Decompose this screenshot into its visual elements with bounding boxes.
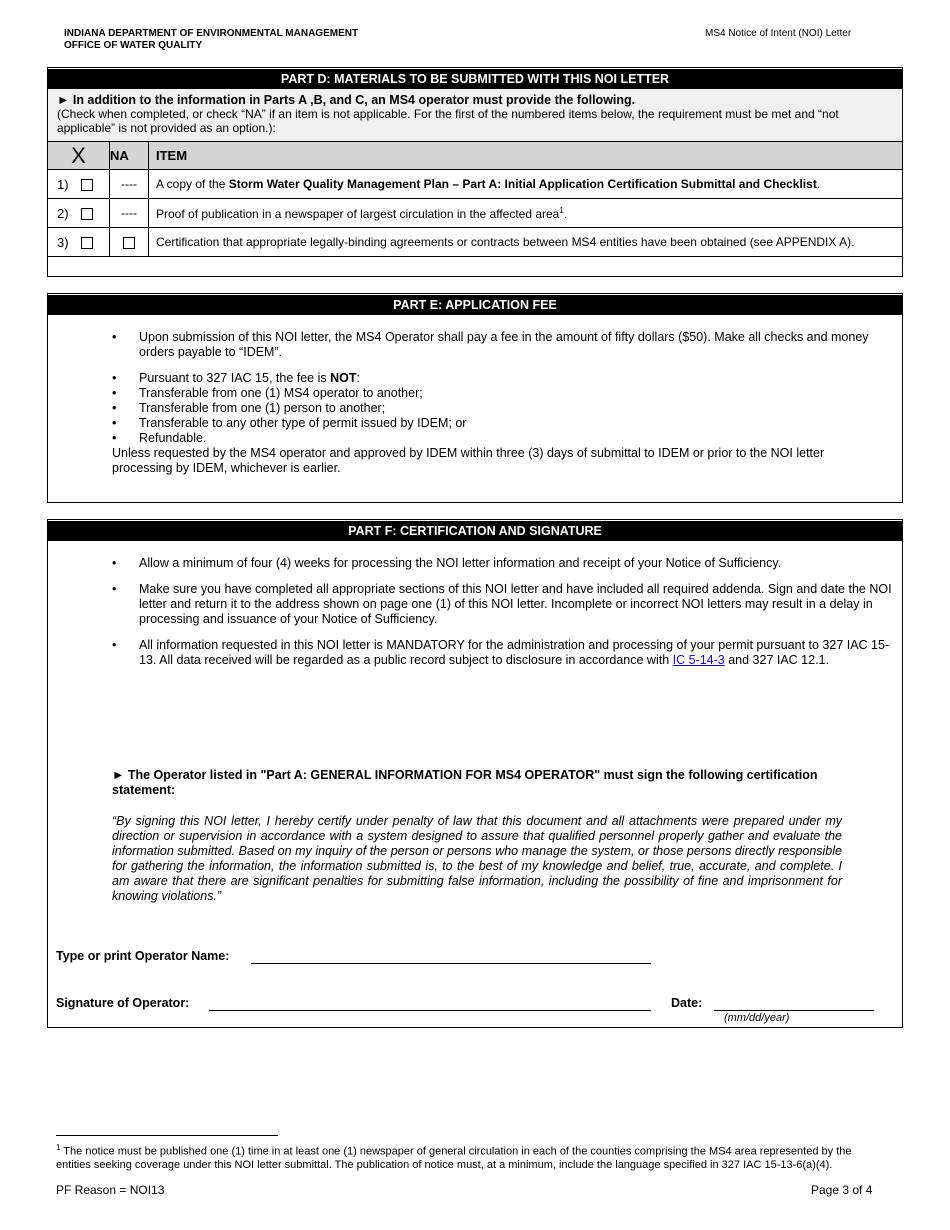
table-row xyxy=(48,170,902,199)
operator-name-field[interactable] xyxy=(251,963,651,964)
part-f-title: PART F: CERTIFICATION AND SIGNATURE xyxy=(48,520,902,541)
part-d-section xyxy=(47,67,903,277)
item-column-header: ITEM xyxy=(149,142,903,170)
fee-not-bullet: • Pursuant to 327 IAC 15, the fee is NOT: • Transferable from one (1) MS4 operator to another; • Transferable from one (1) person to another; • Transferable to any other type of permit issued by IDEM; or • Refundable. xyxy=(112,371,872,446)
ic-5-14-3-link[interactable]: IC 5-14-3 xyxy=(672,653,725,667)
item-number: 2) xyxy=(57,205,69,221)
part-d-title: PART D: MATERIALS TO BE SUBMITTED WITH THIS NOI LETTER xyxy=(48,68,902,89)
materials-table xyxy=(48,142,902,257)
fee-amount-bullet: • Upon submission of this NOI letter, the MS4 Operator shall pay a fee in the amount of fifty dollars ($50). Make all checks and money orders payable to “IDEM”. xyxy=(112,330,872,360)
table-header-row xyxy=(48,142,902,170)
part-f-body xyxy=(48,541,902,668)
item-number: 3) xyxy=(57,234,69,250)
part-e-body xyxy=(48,315,902,476)
part-e-section xyxy=(47,293,903,503)
footnote: $^1$ The notice must be published one (1) time in at least one (1) newspaper of general circulation in each of the counties comprising the MS4 area represented by the entities seeking coverage under this NOI letter submittal. The publication of notice must, at a minimum, include the language specified in 327 IAC 15-13-6(a)(4). xyxy=(56,1143,852,1171)
part-e-title: PART E: APPLICATION FEE xyxy=(48,294,902,315)
item-2-checkbox[interactable] xyxy=(81,208,93,220)
item-number: 1) xyxy=(57,176,69,192)
na-column-header: NA xyxy=(110,142,149,170)
fee-condition: • Transferable from one (1) person to another; xyxy=(112,401,872,416)
item-3-na-checkbox[interactable] xyxy=(123,237,135,249)
agency-name: INDIANA DEPARTMENT OF ENVIRONMENTAL MANAGEMENT xyxy=(64,28,359,39)
office-name: OFFICE OF WATER QUALITY xyxy=(64,40,203,51)
mandatory-info-bullet: • All information requested in this NOI letter is MANDATORY for the administration and processing of your permit pursuant to 327 IAC 15-13. All data received will be regarded as a public record subject to disclosure in accordance with IC 5-14-3 and 327 IAC 12.1. xyxy=(112,638,894,668)
part-d-intro-bold: ► In addition to the information in Parts A ,B, and C, an MS4 operator must provide the following. xyxy=(57,93,636,107)
date-label: Date: xyxy=(671,996,703,1010)
table-row xyxy=(48,228,902,257)
operator-name-label: Type or print Operator Name: xyxy=(56,949,230,963)
fee-condition: • Transferable from one (1) MS4 operator to another; xyxy=(112,386,872,401)
item-2-text: Proof of publication in a newspaper of largest circulation in the affected area$^1$. xyxy=(149,199,903,228)
part-f-section xyxy=(47,519,903,1028)
table-row xyxy=(48,199,902,228)
item-1-checkbox[interactable] xyxy=(81,179,93,191)
page-number: Page 3 of 4 xyxy=(811,1183,873,1197)
item-1-na: ---- xyxy=(121,177,137,191)
operator-instruction: ► The Operator listed in "Part A: GENERAL INFORMATION FOR MS4 OPERATOR" must sign the following certification statement: xyxy=(112,768,818,797)
fee-closing-text: Unless requested by the MS4 operator and approved by IDEM within three (3) days of submittal to IDEM or prior to the NOI letter processing by IDEM, whichever is earlier. xyxy=(112,446,825,475)
form-code: PF Reason = NOI13 xyxy=(56,1183,165,1197)
processing-time-bullet: • Allow a minimum of four (4) weeks for processing the NOI letter information and receipt of your Notice of Sufficiency. xyxy=(112,556,894,571)
item-3-text: Certification that appropriate legally-binding agreements or contracts between MS4 entities have been obtained (see APPENDIX A). xyxy=(149,228,903,257)
fee-condition: • Transferable to any other type of permit issued by IDEM; or xyxy=(112,416,872,431)
item-1-text: A copy of the Storm Water Quality Management Plan – Part A: Initial Application Certification Submittal and Checklist. xyxy=(149,170,903,199)
date-format-hint: (mm/dd/year) xyxy=(724,1012,790,1024)
part-d-intro xyxy=(48,89,902,142)
item-3-checkbox[interactable] xyxy=(81,237,93,249)
signature-field[interactable] xyxy=(209,1010,651,1011)
form-title: MS4 Notice of Intent (NOI) Letter xyxy=(705,28,852,39)
check-column-header: X xyxy=(48,142,110,170)
date-field[interactable] xyxy=(714,1010,874,1011)
completion-bullet: • Make sure you have completed all appropriate sections of this NOI letter and have included all required addenda. Sign and date the NOI letter and return it to the address shown on page one (1) of this NOI letter. Incomplete or incorrect NOI letters may result in a delay in processing and issuance of your Notice of Sufficiency. xyxy=(112,582,894,627)
part-d-intro-note: (Check when completed, or check “NA” if an item is not applicable. For the first of the numbered items below, the requirement must be met and “not applicable” is not provided as an option.): xyxy=(57,107,839,135)
agency-header xyxy=(64,28,358,52)
footnote-divider xyxy=(56,1135,278,1136)
item-2-na: ---- xyxy=(121,206,137,220)
fee-condition: • Refundable. xyxy=(112,431,872,446)
certification-statement: “By signing this NOI letter, I hereby certify under penalty of law that this document and all attachments were prepared under my direction or supervision in accordance with a system designed to assure that qualified personnel properly gather and evaluate the information submitted. Based on my inquiry of the person or persons who manage the system, or those persons directly responsible for gathering the information, the information submitted is, to the best of my knowledge and belief, true, accurate, and complete. I am aware that there are significant penalties for submitting false information, including the possibility of fine and imprisonment for knowing violations.” xyxy=(112,814,842,903)
footnote-ref: 1 xyxy=(559,205,564,215)
signature-label: Signature of Operator: xyxy=(56,996,190,1010)
